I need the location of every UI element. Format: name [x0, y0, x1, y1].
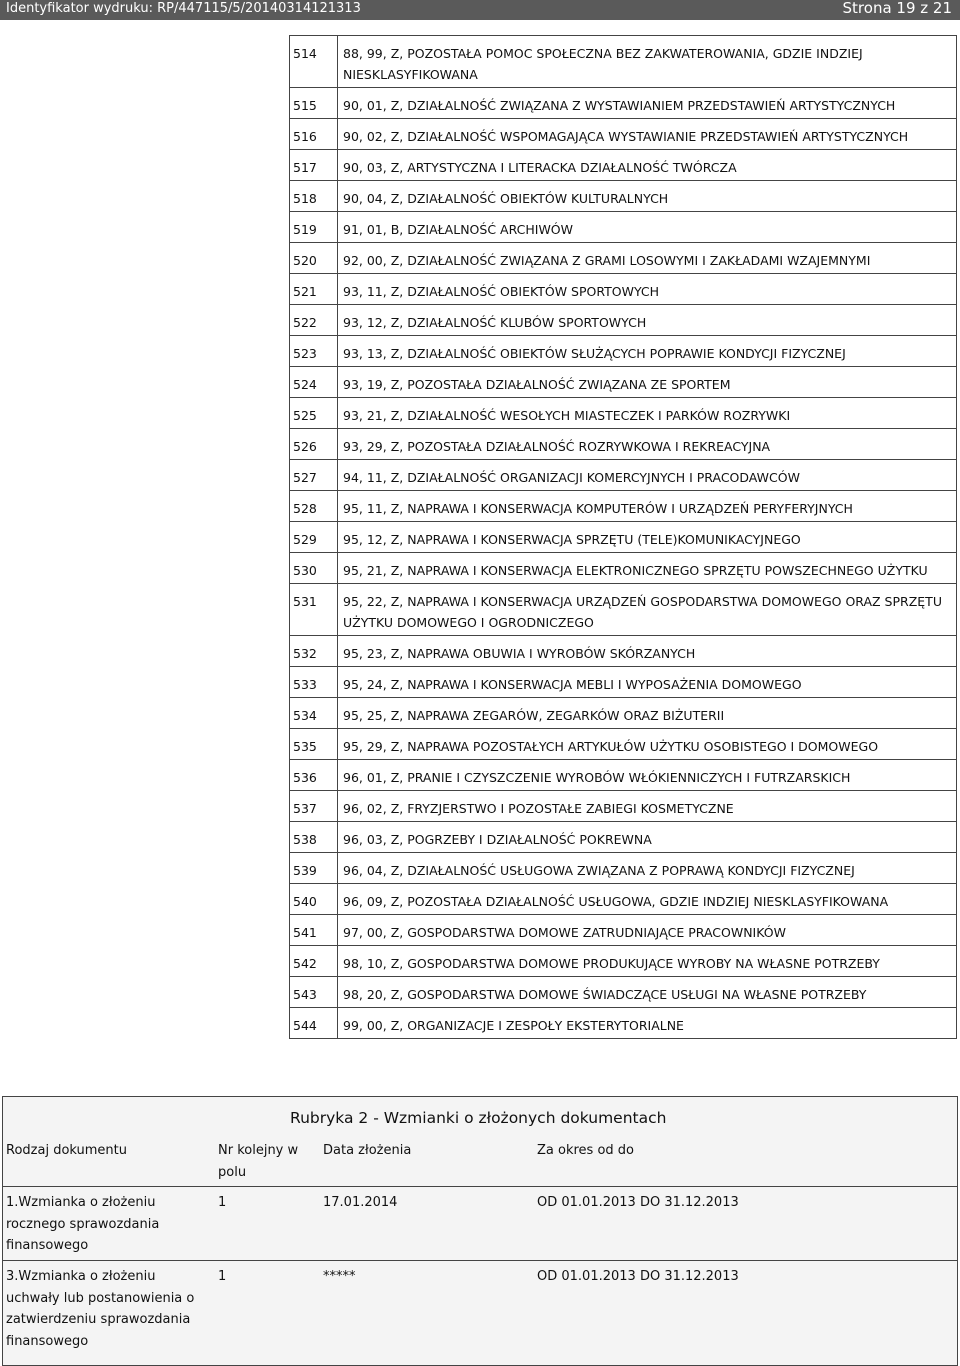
row-divider: [2, 1186, 958, 1187]
pkd-description: 95, 29, Z, NAPRAWA POZOSTAŁYCH ARTYKUŁÓW UŻYTKU OSOBISTEGO I DOMOWEGO: [338, 729, 957, 760]
row-number: 517: [290, 150, 338, 181]
row-number: 533: [290, 667, 338, 698]
doc-row-1-data: 17.01.2014: [323, 1195, 398, 1210]
row-number: 521: [290, 274, 338, 305]
pkd-description: 90, 01, Z, DZIAŁALNOŚĆ ZWIĄZANA Z WYSTAWIANIEM PRZEDSTAWIEŃ ARTYSTYCZNYCH: [338, 88, 957, 119]
row-number: 538: [290, 822, 338, 853]
row-number: 526: [290, 429, 338, 460]
row-number: 519: [290, 212, 338, 243]
row-number: 537: [290, 791, 338, 822]
table-row: [290, 760, 957, 791]
row-number: 534: [290, 698, 338, 729]
pkd-description: 95, 25, Z, NAPRAWA ZEGARÓW, ZEGARKÓW ORAZ BIŻUTERII: [338, 698, 957, 729]
pkd-description: 98, 10, Z, GOSPODARSTWA DOMOWE PRODUKUJĄCE WYROBY NA WŁASNE POTRZEBY: [338, 946, 957, 977]
table-row: [290, 367, 957, 398]
table-row: [290, 915, 957, 946]
doc-row-1-okres: OD 01.01.2013 DO 31.12.2013: [537, 1195, 739, 1210]
table-row: [290, 429, 957, 460]
pkd-description: 96, 02, Z, FRYZJERSTWO I POZOSTAŁE ZABIEGI KOSMETYCZNE: [338, 791, 957, 822]
row-number: 522: [290, 305, 338, 336]
pkd-description: 95, 23, Z, NAPRAWA OBUWIA I WYROBÓW SKÓRZANYCH: [338, 636, 957, 667]
pkd-description: 96, 04, Z, DZIAŁALNOŚĆ USŁUGOWA ZWIĄZANA Z POPRAWĄ KONDYCJI FIZYCZNEJ: [338, 853, 957, 884]
table-row: [290, 398, 957, 429]
pkd-description: 92, 00, Z, DZIAŁALNOŚĆ ZWIĄZANA Z GRAMI LOSOWYMI I ZAKŁADAMI WZAJEMNYMI: [338, 243, 957, 274]
table-row: [290, 212, 957, 243]
pkd-description: 96, 01, Z, PRANIE I CZYSZCZENIE WYROBÓW WŁÓKIENNICZYCH I FUTRZARSKICH: [338, 760, 957, 791]
pkd-description: 88, 99, Z, POZOSTAŁA POMOC SPOŁECZNA BEZ ZAKWATEROWANIA, GDZIE INDZIEJ NIESKLASYFIKOWANA: [338, 36, 957, 88]
row-number: 524: [290, 367, 338, 398]
table-row: [290, 36, 957, 88]
row-number: 518: [290, 181, 338, 212]
row-number: 540: [290, 884, 338, 915]
pkd-description: 98, 20, Z, GOSPODARSTWA DOMOWE ŚWIADCZĄCE USŁUGI NA WŁASNE POTRZEBY: [338, 977, 957, 1008]
pkd-description: 94, 11, Z, DZIAŁALNOŚĆ ORGANIZACJI KOMERCYJNYCH I PRACODAWCÓW: [338, 460, 957, 491]
header-rodzaj-dokumentu: Rodzaj dokumentu: [6, 1143, 127, 1158]
pkd-description: 90, 02, Z, DZIAŁALNOŚĆ WSPOMAGAJĄCA WYSTAWIANIE PRZEDSTAWIEŃ ARTYSTYCZNYCH: [338, 119, 957, 150]
page-number: Strona 19 z 21: [842, 0, 952, 17]
row-divider: [2, 1260, 958, 1261]
table-row: [290, 822, 957, 853]
table-row: [290, 791, 957, 822]
row-number: 532: [290, 636, 338, 667]
pkd-description: 93, 11, Z, DZIAŁALNOŚĆ OBIEKTÓW SPORTOWYCH: [338, 274, 957, 305]
pkd-description: 95, 12, Z, NAPRAWA I KONSERWACJA SPRZĘTU (TELE)KOMUNIKACYJNEGO: [338, 522, 957, 553]
doc-row-2-nr: 1: [218, 1269, 227, 1284]
print-header: [0, 0, 960, 20]
table-row: [290, 553, 957, 584]
header-za-okres: Za okres od do: [537, 1143, 634, 1158]
pkd-description: 97, 00, Z, GOSPODARSTWA DOMOWE ZATRUDNIAJĄCE PRACOWNIKÓW: [338, 915, 957, 946]
row-number: 528: [290, 491, 338, 522]
pkd-description: 95, 11, Z, NAPRAWA I KONSERWACJA KOMPUTERÓW I URZĄDZEŃ PERYFERYJNYCH: [338, 491, 957, 522]
table-row: [290, 946, 957, 977]
doc-row-1-rodzaj: 1.Wzmianka o złożeniu rocznego sprawozdania finansowego: [6, 1195, 160, 1253]
row-number: 514: [290, 36, 338, 88]
header-nr-kolejny: Nr kolejny w polu: [218, 1143, 299, 1180]
pkd-description: 93, 19, Z, POZOSTAŁA DZIAŁALNOŚĆ ZWIĄZANA ZE SPORTEM: [338, 367, 957, 398]
row-number: 539: [290, 853, 338, 884]
doc-row-2-okres: OD 01.01.2013 DO 31.12.2013: [537, 1269, 739, 1284]
pkd-description: 93, 12, Z, DZIAŁALNOŚĆ KLUBÓW SPORTOWYCH: [338, 305, 957, 336]
print-identifier: Identyfikator wydruku: RP/447115/5/20140314121313: [6, 1, 361, 16]
doc-row-1-nr: 1: [218, 1195, 227, 1210]
table-row: [290, 698, 957, 729]
pkd-description: 93, 29, Z, POZOSTAŁA DZIAŁALNOŚĆ ROZRYWKOWA I REKREACYJNA: [338, 429, 957, 460]
pkd-description: 95, 22, Z, NAPRAWA I KONSERWACJA URZĄDZEŃ GOSPODARSTWA DOMOWEGO ORAZ SPRZĘTU UŻYTKU DOMOWEGO I OGRODNICZEGO: [338, 584, 957, 636]
table-row: [290, 88, 957, 119]
row-number: 516: [290, 119, 338, 150]
header-data-zlozenia: Data złożenia: [323, 1143, 412, 1158]
table-row: [290, 336, 957, 367]
row-number: 544: [290, 1008, 338, 1039]
table-row: [290, 667, 957, 698]
row-number: 520: [290, 243, 338, 274]
table-row: [290, 636, 957, 667]
pkd-description: 90, 04, Z, DZIAŁALNOŚĆ OBIEKTÓW KULTURALNYCH: [338, 181, 957, 212]
row-number: 543: [290, 977, 338, 1008]
table-row: [290, 119, 957, 150]
table-row: [290, 460, 957, 491]
table-row: [290, 977, 957, 1008]
row-number: 523: [290, 336, 338, 367]
pkd-description: 95, 21, Z, NAPRAWA I KONSERWACJA ELEKTRONICZNEGO SPRZĘTU POWSZECHNEGO UŻYTKU: [338, 553, 957, 584]
doc-row-2-rodzaj: 3.Wzmianka o złożeniu uchwały lub postanowienia o zatwierdzeniu sprawozdania finansowego: [6, 1269, 195, 1349]
rubryka-title: Rubryka 2 - Wzmianki o złożonych dokumentach: [290, 1109, 667, 1127]
table-row: [290, 884, 957, 915]
row-number: 530: [290, 553, 338, 584]
row-number: 515: [290, 88, 338, 119]
pkd-description: 96, 03, Z, POGRZEBY I DZIAŁALNOŚĆ POKREWNA: [338, 822, 957, 853]
row-number: 525: [290, 398, 338, 429]
pkd-description: 95, 24, Z, NAPRAWA I KONSERWACJA MEBLI I WYPOSAŻENIA DOMOWEGO: [338, 667, 957, 698]
row-number: 542: [290, 946, 338, 977]
row-number: 527: [290, 460, 338, 491]
row-number: 529: [290, 522, 338, 553]
row-number: 535: [290, 729, 338, 760]
row-number: 541: [290, 915, 338, 946]
table-row: [290, 491, 957, 522]
pkd-activity-table: [289, 35, 957, 1039]
table-row: [290, 584, 957, 636]
table-row: [290, 150, 957, 181]
pkd-description: 90, 03, Z, ARTYSTYCZNA I LITERACKA DZIAŁALNOŚĆ TWÓRCZA: [338, 150, 957, 181]
table-row: [290, 1008, 957, 1039]
table-row: [290, 243, 957, 274]
row-number: 536: [290, 760, 338, 791]
table-row: [290, 522, 957, 553]
table-row: [290, 853, 957, 884]
pkd-description: 93, 21, Z, DZIAŁALNOŚĆ WESOŁYCH MIASTECZEK I PARKÓW ROZRYWKI: [338, 398, 957, 429]
table-row: [290, 729, 957, 760]
table-row: [290, 305, 957, 336]
table-row: [290, 181, 957, 212]
pkd-description: 96, 09, Z, POZOSTAŁA DZIAŁALNOŚĆ USŁUGOWA, GDZIE INDZIEJ NIESKLASYFIKOWANA: [338, 884, 957, 915]
row-number: 531: [290, 584, 338, 636]
pkd-description: 91, 01, B, DZIAŁALNOŚĆ ARCHIWÓW: [338, 212, 957, 243]
pkd-description: 99, 00, Z, ORGANIZACJE I ZESPOŁY EKSTERYTORIALNE: [338, 1008, 957, 1039]
doc-row-2-data: *****: [323, 1269, 356, 1284]
table-row: [290, 274, 957, 305]
pkd-description: 93, 13, Z, DZIAŁALNOŚĆ OBIEKTÓW SŁUŻĄCYCH POPRAWIE KONDYCJI FIZYCZNEJ: [338, 336, 957, 367]
